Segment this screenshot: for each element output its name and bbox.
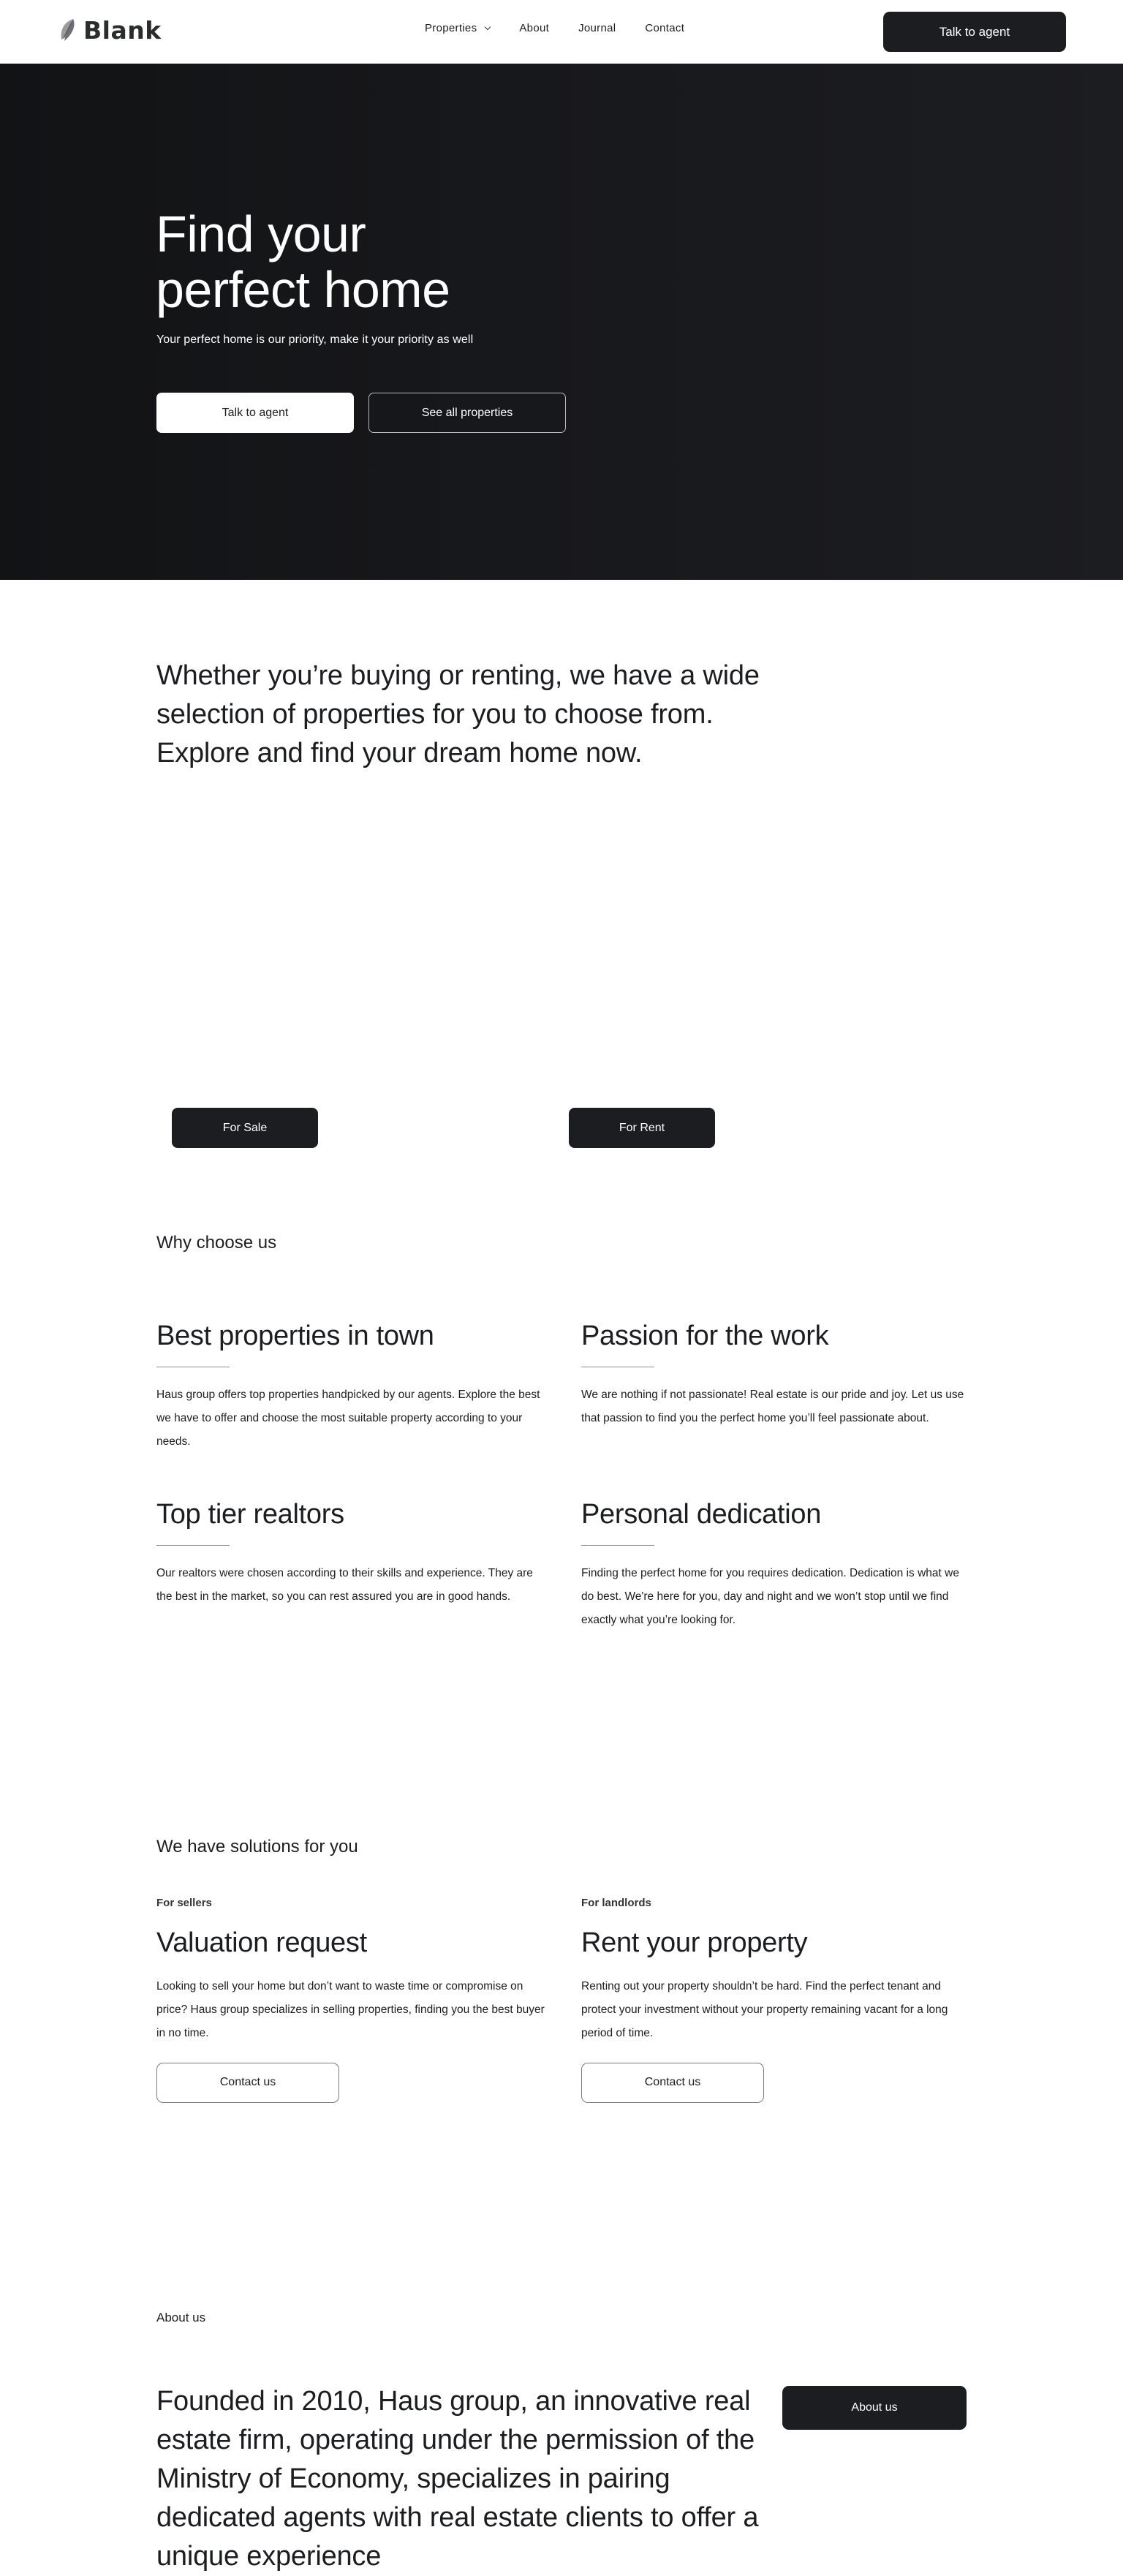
- landlords-contact-button[interactable]: Contact us: [581, 2063, 764, 2103]
- nav-item-label: Properties: [425, 22, 477, 34]
- talk-to-agent-button[interactable]: Talk to agent: [883, 12, 1066, 52]
- feature-text: Finding the perfect home for you requires dedication. Dedication is what we do best. We're here for you, day and night and we won’t stop until we find exactly what you’re looking for.: [581, 1566, 959, 1626]
- why-choose-us-label: Why choose us: [156, 1233, 277, 1253]
- about-text: Founded in 2010, Haus group, an innovative real estate firm, operating under the permission of the Ministry of Economy, specializes in pairing dedicated agents with real estate clients to offer a unique experience: [156, 2386, 759, 2572]
- feature-title: Best properties in town: [156, 1321, 434, 1351]
- nav-item-label: Journal: [578, 22, 616, 34]
- chevron-down-icon: [485, 23, 491, 29]
- hero-title: [156, 207, 450, 317]
- hero-talk-to-agent-button[interactable]: Talk to agent: [156, 393, 354, 433]
- solution-title: Rent your property: [581, 1927, 808, 1958]
- leaf-logo-icon: [58, 18, 79, 42]
- hero-title-line-2: perfect home: [156, 260, 450, 318]
- about-us-button[interactable]: About us: [782, 2386, 967, 2430]
- feature-best-properties: [156, 1320, 544, 1454]
- for-sale-button[interactable]: For Sale: [172, 1108, 318, 1148]
- nav-item-label: About: [519, 22, 550, 34]
- feature-title: Personal dedication: [581, 1499, 822, 1530]
- solution-text: Looking to sell your home but don’t want to waste time or compromise on price? Haus group specializes in selling properties, finding you the best buyer in no time.: [156, 1979, 545, 2039]
- intro-text: Whether you’re buying or renting, we have a wide selection of properties for you to choose from. Explore and find your dream home now.: [156, 660, 760, 768]
- feature-title: Passion for the work: [581, 1321, 829, 1351]
- logo[interactable]: [58, 15, 162, 45]
- feature-title: Top tier realtors: [156, 1499, 344, 1530]
- nav-item-about[interactable]: [519, 22, 549, 34]
- feature-passion: [581, 1320, 969, 1430]
- feature-text: Haus group offers top properties handpicked by our agents. Explore the best we have to offer and choose the most suitable property according to your needs.: [156, 1388, 540, 1448]
- divider: [156, 1545, 230, 1546]
- feature-top-realtors: [156, 1498, 544, 1609]
- solution-text: Renting out your property shouldn’t be hard. Find the perfect tenant and protect your investment without your property remaining vacant for a long period of time.: [581, 1979, 948, 2039]
- solution-landlords: [581, 1897, 976, 2103]
- logo-text: Blank: [83, 15, 162, 45]
- solution-kicker: For sellers: [156, 1897, 212, 1909]
- for-rent-button[interactable]: For Rent: [569, 1108, 715, 1148]
- nav-item-journal[interactable]: [578, 22, 616, 34]
- nav-item-properties[interactable]: [425, 22, 490, 34]
- site-header: [0, 0, 1123, 64]
- hero-title-line-1: Find your: [156, 205, 366, 262]
- hero-subtitle: Your perfect home is our priority, make it your priority as well: [156, 333, 474, 346]
- main-nav: [425, 22, 684, 34]
- see-all-properties-button[interactable]: See all properties: [368, 393, 566, 433]
- nav-item-label: Contact: [645, 22, 685, 34]
- solution-title: Valuation request: [156, 1927, 367, 1958]
- feature-text: Our realtors were chosen according to their skills and experience. They are the best in the market, so you can rest assured you are in good hands.: [156, 1566, 533, 1603]
- about-us-label: About us: [156, 2311, 206, 2324]
- hero-section: [0, 64, 1123, 580]
- solution-sellers: [156, 1897, 551, 2103]
- solutions-label: We have solutions for you: [156, 1837, 358, 1857]
- solution-kicker: For landlords: [581, 1897, 651, 1909]
- nav-item-contact[interactable]: [645, 22, 684, 34]
- divider: [581, 1545, 654, 1546]
- sellers-contact-button[interactable]: Contact us: [156, 2063, 339, 2103]
- feature-text: We are nothing if not passionate! Real estate is our pride and joy. Let us use that passion to find you the perfect home you’ll feel passionate about.: [581, 1388, 964, 1424]
- feature-dedication: [581, 1498, 969, 1632]
